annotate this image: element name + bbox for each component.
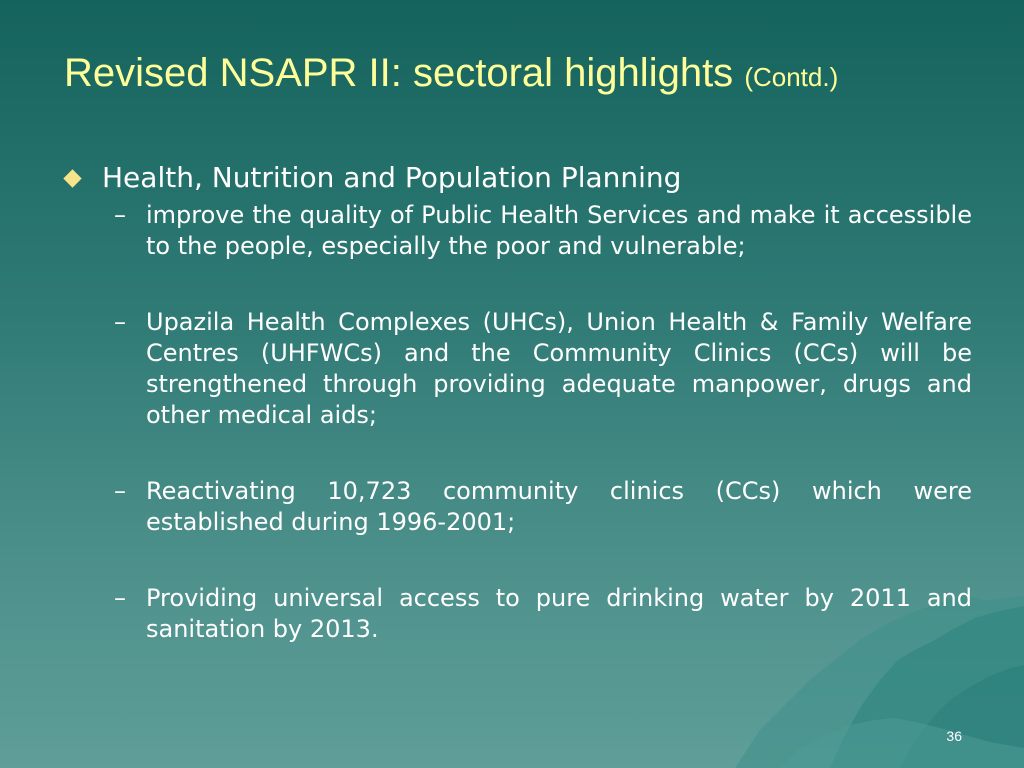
title-main: Revised NSAPR II: sectoral highlights <box>64 51 734 95</box>
main-bullet <box>64 158 964 198</box>
sub-bullet-item <box>114 307 972 431</box>
sub-bullet-item <box>114 476 972 538</box>
sub-bullet-item <box>114 583 972 645</box>
page-number: 36 <box>946 728 962 744</box>
sub-bullet-list <box>114 200 972 645</box>
dash-marker: – <box>114 477 126 505</box>
sub-bullet-text: Upazila Health Complexes (UHCs), Union Health & Family Welfare Centres (UHFWCs) and the Community Clinics (CCs) will be strengthened through providing adequate manpower, drugs and other medical aids; <box>146 308 972 429</box>
diamond-bullet-icon <box>63 169 81 187</box>
dash-marker: – <box>114 201 126 229</box>
sub-bullet-text: improve the quality of Public Health Services and make it accessible to the people, especially the poor and vulnerable; <box>146 201 972 260</box>
dash-marker: – <box>114 308 126 336</box>
dash-marker: – <box>114 584 126 612</box>
main-bullet-text: Health, Nutrition and Population Planning <box>102 161 682 194</box>
slide-title <box>64 48 994 102</box>
sub-bullet-text: Providing universal access to pure drinking water by 2011 and sanitation by 2013. <box>146 584 972 643</box>
sub-bullet-text: Reactivating 10,723 community clinics (CCs) which were established during 1996-2001; <box>146 477 972 536</box>
title-suffix: (Contd.) <box>744 62 839 92</box>
sub-bullet-item <box>114 200 972 262</box>
